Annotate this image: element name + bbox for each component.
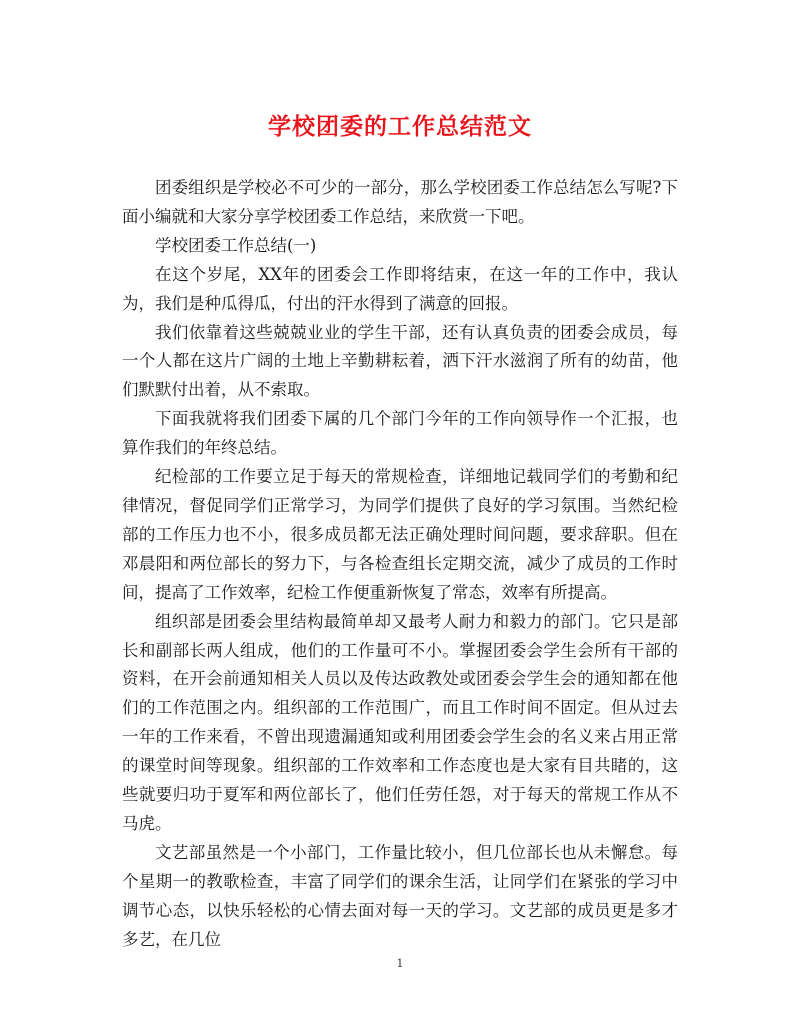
paragraph: 纪检部的工作要立足于每天的常规检查，详细地记载同学们的考勤和纪律情况，督促同学们正常学习，为同学们提供了良好的学习氛围。当然纪检部的工作压力也不小，很多成员都无法正确处理时间问题，要求辞职。但在邓晨阳和两位部长的努力下，与各检查组长定期交流，减少了成员的工作时间，提高了工作效率，纪检工作便重新恢复了常态，效率有所提高。: [122, 467, 678, 602]
section-heading: 学校团委工作总结(一): [155, 235, 317, 255]
page-number: 1: [396, 957, 404, 970]
paragraph: 下面我就将我们团委下属的几个部门今年的工作向领导作一个汇报，也算作我们的年终总结。: [122, 409, 678, 458]
paragraph: 组织部是团委会里结构最简单却又最考人耐力和毅力的部门。它只是部长和副部长两人组成，他们的工作量可不小。掌握团委会学生会所有干部的资料，在开会前通知相关人员以及传达政教处或团委会学生会的通知都在他们的工作范围之内。组织部的工作范围广，而且工作时间不固定。但从过去一年的工作来看，不曾出现遗漏通知或利用团委会学生会的名义来占用正常的课堂时间等现象。组织部的工作效率和工作态度也是大家有目共睹的，这些就要归功于夏军和两位部长了，他们任劳任怨，对于每天的常规工作从不马虎。: [122, 611, 678, 833]
paragraph: 我们依靠着这些兢兢业业的学生干部，还有认真负责的团委会成员，每一个人都在这片广阔的土地上辛勤耕耘着，洒下汗水滋润了所有的幼苗，他们默默付出着，从不索取。: [122, 322, 678, 400]
paragraph: 文艺部虽然是一个小部门，工作量比较小，但几位部长也从未懈怠。每个星期一的教歌检查，丰富了同学们的课余生活，让同学们在紧张的学习中调节心态，以快乐轻松的心情去面对每一天的学习。文艺部的成员更是多才多艺，在几位: [122, 842, 678, 949]
paragraph-intro: 团委组织是学校必不可少的一部分，那么学校团委工作总结怎么写呢?下面小编就和大家分享学校团委工作总结，来欣赏一下吧。: [122, 178, 678, 226]
paragraph: 在这个岁尾，XX年的团委会工作即将结束，在这一年的工作中，我认为，我们是种瓜得瓜，付出的汗水得到了满意的回报。: [122, 264, 678, 313]
document-body: [122, 174, 678, 954]
document-title: 学校团委的工作总结范文: [268, 114, 532, 140]
